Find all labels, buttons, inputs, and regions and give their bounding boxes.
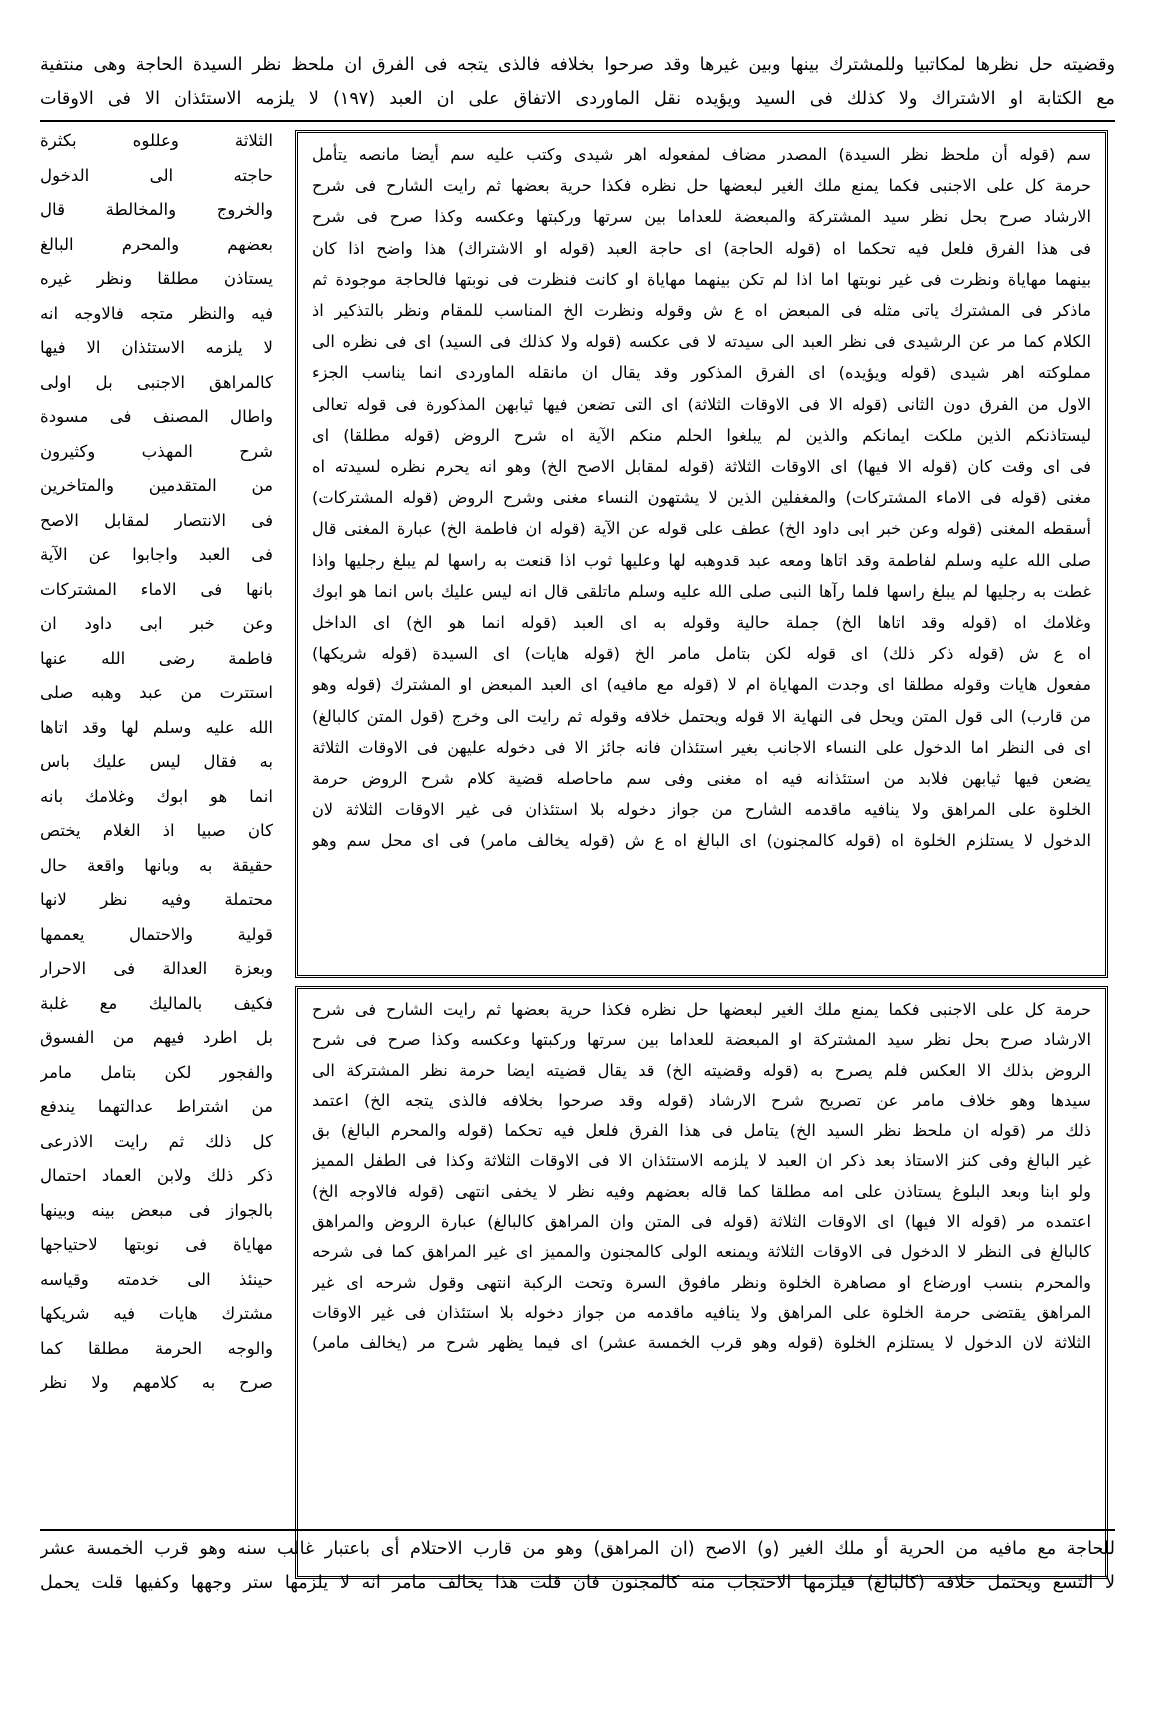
main-text-line: به فقال ليس عليك باس [40, 752, 273, 771]
main-text-line: شرح المهذب وكثيرون [40, 441, 273, 461]
commentary-line: ولو ابنا وبعد البلوغ يستاذن على امه مطلقا كما قاله بعضهم وفيه نظر لا يخفى انتهى (قوله فالاوجه الخ) [312, 1181, 1091, 1201]
main-text-line: ذكر ذلك ولابن العماد احتمال [40, 1166, 273, 1185]
commentary-line: صلى الله عليه وسلم لفاطمة وقد اتاها ومعه عبد قدوهبه لها وعليها ثوب اذا قنعت به راسها لم يبلغ رجليها واذا [312, 550, 1091, 570]
main-text-line: مشترك هايات فيه شريكها [40, 1304, 273, 1323]
main-text-line: مهاياة فى نوبتها لاحتياجها [40, 1235, 273, 1254]
main-text-line: لا يلزمه الاستئذان الا فيها [40, 338, 273, 357]
main-text-line: وبعزة العدالة فى الاحرار [40, 959, 273, 978]
commentary-box-2 [295, 986, 1108, 1579]
main-text-line: وعن خبر ابى داود ان [40, 614, 273, 633]
main-text-line: من المتقدمين والمتاخرين [40, 476, 273, 495]
main-text-line: فاطمة رضى الله عنها [40, 648, 273, 668]
main-text-line: واطال المصنف فى مسودة [40, 407, 273, 426]
top-divider [40, 120, 1115, 122]
commentary-line: الارشاد صرح بحل نظر سيد المشتركة او المبعضة للعداما بين سرتها وركبتها وعكسه وكذا صرح فى شرح [312, 1030, 1091, 1050]
commentary-line: حرمة كل على الاجنبى فكما يمنع ملك الغير لبعضها حل نظره فكذا حرية بعضها ثم رايت الشارح فى شرح [312, 176, 1091, 196]
commentary-line: الاول من الفرق دون الثانى (قوله الا فى الاوقات الثلاثة) اى التى تضعن فيها ثيابهن المذكورة فى قوله تعالى [312, 394, 1091, 414]
main-text-line: فيه والنظر متجه فالاوجه انه [40, 303, 273, 323]
main-text-line: فكيف بالماليك مع غلبة [40, 993, 273, 1013]
main-text-line: قولية والاحتمال يعممها [40, 924, 273, 944]
commentary-line: وغلامك اه (قوله وقد اتاها الخ) جملة حالية وقوله به اى العبد (قوله انما هو الخ) اى الداخل [312, 613, 1091, 633]
header-line: مع الكتابة او الاشتراك ولا كذلك فى السيد ويؤيده نقل الماوردى الاتفاق على ان العبد (١٩٧) لا يلزمه الاستئذان الا فى الاوقات [40, 89, 1115, 109]
main-text-line: حينئذ الى خدمته وقياسه [40, 1269, 273, 1289]
commentary-line: الدخول لا يستلزم الخلوة اه (قوله كالمجنون) اى البالغ اه ع ش (قوله يخالف مامر) فى اى محل سم وهو [312, 831, 1091, 851]
commentary-line: اعتمده مر (قوله الا فيها) اى الاوقات الثلاثة (قوله فى المتن وان المراهق كالبالغ) عبارة الروض والمراهق [312, 1212, 1091, 1232]
main-text-line: الثلاثة وعللوه بكثرة [40, 131, 273, 150]
commentary-line: حرمة كل على الاجنبى فكما يمنع ملك الغير لبعضها حل نظره فكذا حرية بعضها ثم رايت الشارح فى شرح [312, 1000, 1091, 1019]
footer-line: للحاجة مع مافيه من الحرية أو ملك الغير (و) الاصح (ان المراهق) وهو من قارب الاحتلام أى باعتبار غالب سنه وهو قرب الخمسة عشر [40, 1539, 1115, 1559]
commentary-line: مغنى (قوله فى الاماء المشتركات) والمغفلين الذين لا يشتهون النساء مغنى وشرح الروض (قوله المشتركات) [312, 488, 1091, 508]
main-text-line: بانها فى الاماء المشتركات [40, 579, 273, 599]
commentary-line: الخلوة على المراهق ولا ينافيه ماقدمه الشارح من جواز دخوله بلا استئذان فى غير الاوقات الثلاثة لان [312, 800, 1091, 820]
main-text-line: حاجته الى الدخول [40, 165, 273, 185]
commentary-line: ليستاذنكم الذين ملكت ايمانكم والذين لم يبلغوا الحلم منكم الآية اه شرح الروض (قوله مطلقا) اى [312, 425, 1091, 445]
commentary-line: يضعن فيها ثيابهن فلابد من استئذانه فيه اه مغنى وفى سم ماحاصله قضية كلام شرح الروض حرمة [312, 769, 1091, 789]
commentary-line: ماذكر فى المشترك ياتى مثله فى المبعض اه ع ش وقوله ونظرت الخ المناسب للمقام ونظر بالتذكير اذ [312, 301, 1091, 321]
main-text-line: فى الانتصار لمقابل الاصح [40, 510, 273, 530]
commentary-line: الكلام كما مر عن الرشيدى فى نظر العبد الى سيدته لا فى عكسه (قوله ولا كذلك فى السيد) اى فى نظره الى [312, 332, 1091, 352]
commentary-line: الارشاد صرح بحل نظر سيد المشتركة والمبعضة للعداما بين سرتها وركبتها وعكسه وكذا صرح فى شرح [312, 207, 1091, 227]
main-text-line: والخروج والمخالطة قال [40, 200, 273, 219]
main-text-line: الله عليه وسلم لها وقد اتاها [40, 717, 273, 737]
footer-text [40, 1532, 1115, 1600]
commentary-line: كالبالغ فى النظر لا الدخول فى الاوقات الثلاثة ويمنعه الولى كالمجنون والمميز اى غير المراهق كما فى شرحه [312, 1242, 1091, 1262]
commentary-area [295, 130, 1108, 1724]
header-line: وقضيته حل نظرها لمكاتبيا وللمشترك بينها وبين غيرها وقد صرحوا بخلافه فالذى يتجه فى الفرق ان ملحظ نظر السيدة الحاجة وهى منتفية [40, 55, 1115, 75]
bottom-divider [40, 1529, 1115, 1531]
main-text-line: من اشتراط عدالتهما يندفع [40, 1097, 273, 1116]
commentary-line: المراهق يقتضى حرمة الخلوة على المراهق ولا ينافيه ماقدمه من جواز دخوله بلا استئذان فى غير الاوقات [312, 1302, 1091, 1322]
main-text-column [40, 124, 273, 1401]
commentary-line: فى هذا الفرق فلعل فيه تحكما اه (قوله الحاجة) اى حاجة العبد (قوله او الاشتراك) هذا واضح اذا كان [312, 238, 1091, 258]
commentary-line: فى اى وقت كان (قوله الا فيها) اى الاوقات الثلاثة (قوله لمقابل الاصح الخ) وهو انه يحرم نظره لسيدته اه [312, 457, 1091, 477]
commentary-line: الثلاثة لان الدخول لا يستلزم الخلوة (قوله وهو قرب الخمسة عشر) اى فيما يظهر شرح مر (يخالف مامر) [312, 1333, 1091, 1353]
commentary-line: والمحرم بنسب اورضاع او مصاهرة الخلوة ونظر مافوق السرة وتحت الركبة انتهى وقول شرحه اى غير [312, 1272, 1091, 1292]
commentary-line: بينهما مهاياة ونظرت فى غير نوبتها اما اذا لم تكن بينهما مهاياة او كانت فنظرت فى نوبتها فالحاجة موجودة ثم [312, 269, 1091, 289]
commentary-line: سيدها وهو خلاف مامر عن تصريح شرح الارشاد (قوله وقد صرحوا بخلافه فالذى يتجه الخ) اعتمد [312, 1090, 1091, 1110]
commentary-line: غير البالغ وفى كنز الاستاذ بعد ذكر ان العبد لا يلزمه الاستئذان الا فى الاوقات الثلاثة وكذا فى الطفل المميز [312, 1151, 1091, 1171]
main-text-line: والوجه الحرمة مطلقا كما [40, 1338, 273, 1358]
main-text-line: كل ذلك ثم رايت الاذرعى [40, 1131, 273, 1151]
main-text-line: بل اطرد فيهم من الفسوق [40, 1028, 273, 1047]
main-text-line: محتملة وفيه نظر لانها [40, 890, 273, 909]
main-text-line: صرح به كلامهم ولا نظر [40, 1373, 273, 1392]
main-text-line: بالجواز فى مبعض بينه وبينها [40, 1200, 273, 1220]
commentary-line: ذلك مر (قوله ان ملحظ نظر السيد الخ) يتامل فى هذا الفرق فلعل فيه تحكما (قوله والمحرم البالغ) بق [312, 1121, 1091, 1141]
footer-line: لا التسع ويحتمل خلافه (كالبالغ) فيلزمها الاحتجاب منه كالمجنون فان قلت هذا يخالف مامر انه لا يلزمها ستر وجهها وكفيها قلت يحمل [40, 1573, 1115, 1593]
main-text-line: فى العبد واجابوا عن الآية [40, 545, 273, 564]
commentary-line: مملوكته اهر شيدى (قوله ويؤيده) اى الفرق المذكور وقد يقال ان مانقله الماوردى انما يناسب الجزء [312, 363, 1091, 383]
commentary-line: اى فى النظر اما الدخول على النساء الاجانب بغير استئذان فانه جائز الا فى دخوله عليهن فى الاوقات الثلاثة [312, 737, 1091, 757]
commentary-line: غطت به رجليها لم يبلغ راسها فلما رآها النبى صلى الله عليه وسلم ماتلقى قال انه ليس عليك باس انما هو ابوك [312, 581, 1091, 601]
main-text-line: حقيقة به وبانها واقعة حال [40, 855, 273, 875]
commentary-line: أسقطه المغنى (قوله وعن خبر ابى داود الخ) عطف على قوله عن الآية (قوله ان فاطمة الخ) عبارة المغنى قال [312, 519, 1091, 539]
commentary-line: مفعول هايات وقوله مطلقا اى وجدت المهاياة ام لا (قوله مع مافيه) اى العبد المبعض او المشترك (قوله وهو [312, 675, 1091, 695]
commentary-box-1 [295, 130, 1108, 978]
main-text-line: استترت من عبد وهبه صلى [40, 683, 273, 702]
commentary-line: اه ع ش (قوله ذكر ذلك) اى قوله لكن بتامل مامر الخ (قوله هايات) اى السيدة (قوله شريكها) [312, 644, 1091, 664]
main-text-line: والفجور لكن بتامل مامر [40, 1062, 273, 1082]
header-text [40, 48, 1115, 116]
main-text-line: بعضهم والمحرم البالغ [40, 234, 273, 254]
commentary-line: سم (قوله أن ملحظ نظر السيدة) المصدر مضاف لمفعوله اهر شيدى وكتب عليه سم أيضا مانصه يتأمل [312, 145, 1091, 164]
main-text-line: انما هو ابوك وغلامك بانه [40, 786, 273, 806]
main-text-line: كالمراهق الاجنبى بل اولى [40, 372, 273, 392]
main-text-line: كان صبيا اذ الغلام يختص [40, 821, 273, 840]
main-text-line: يستاذن مطلقا ونظر غيره [40, 269, 273, 288]
commentary-line: الروض بذلك الا العكس فلم يصرح به (قوله وقضيته الخ) قد يقال قضيته ايضا حرمة نظر المشتركة الى [312, 1060, 1091, 1080]
commentary-line: من قارب) الى قول المتن ويحل فى النهاية الا قوله ويحتمل خلافه وقوله ثم رايت الى وخرج (قول المتن كالبالغ) [312, 706, 1091, 726]
